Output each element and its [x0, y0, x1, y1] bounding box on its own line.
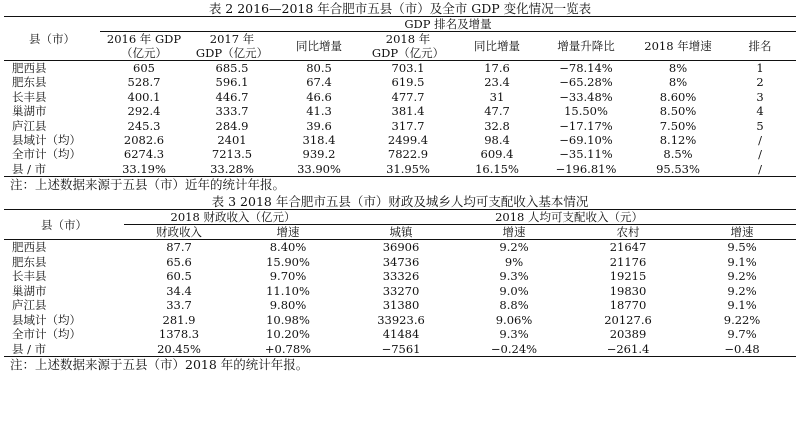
- rank: 4: [756, 104, 764, 119]
- gdp2018: 477.7: [391, 89, 425, 104]
- rank: 5: [756, 118, 764, 133]
- rural-rate: −0.48: [724, 341, 760, 356]
- urban-rate: 9.2%: [499, 240, 529, 255]
- urban-income: 31380: [382, 298, 420, 313]
- yoy2: 47.7: [484, 104, 510, 119]
- rural-income: 18770: [609, 298, 647, 313]
- county-name: 庐江县: [12, 298, 47, 313]
- growth-rate: 8.5%: [663, 147, 693, 162]
- urban-rate: 9.3%: [499, 327, 529, 342]
- county-name: 肥东县: [12, 254, 47, 269]
- fiscal-rate: 9.80%: [269, 298, 307, 313]
- col-gdp2018-unit: GDP（亿元）: [371, 46, 445, 60]
- change-ratio: −17.17%: [559, 118, 613, 133]
- fiscal-revenue: 34.4: [166, 283, 192, 298]
- rural-rate: 9.1%: [727, 298, 757, 313]
- fiscal-rate: 15.90%: [266, 254, 310, 269]
- county-name: 县域计（均）: [12, 312, 81, 327]
- table-row: [4, 147, 796, 161]
- gdp2017: 685.5: [215, 61, 249, 75]
- county-name: 县 / 市: [12, 161, 47, 176]
- yoy1: 80.5: [306, 61, 332, 75]
- gdp2018: 619.5: [391, 75, 425, 90]
- change-ratio: 15.50%: [564, 104, 608, 119]
- growth-rate: 8.50%: [659, 104, 697, 119]
- county-name: 全市计（均）: [12, 327, 81, 342]
- rank: 2: [756, 75, 764, 90]
- table3-caption: 表 3 2018 年合肥市五县（市）财政及城乡人均可支配收入基本情况: [211, 194, 589, 210]
- change-ratio: −196.81%: [555, 161, 617, 176]
- col-fiscal: 财政收入: [156, 225, 202, 240]
- col-gdp2017-unit: GDP（亿元）: [195, 46, 269, 60]
- gdp2017: 33.28%: [210, 161, 254, 176]
- yoy1: 41.3: [306, 104, 332, 119]
- table2-row-header: 县（市）: [4, 17, 100, 61]
- col-rank: 排名: [724, 32, 796, 61]
- gdp-table: [4, 16, 796, 177]
- yoy1: 67.4: [306, 75, 332, 90]
- gdp2018: 7822.9: [387, 147, 429, 162]
- table-row: [4, 133, 796, 147]
- yoy1: 939.2: [302, 147, 336, 162]
- county-name: 巢湖市: [12, 283, 47, 298]
- gdp2017: 333.7: [215, 104, 249, 119]
- gdp2017: 596.1: [215, 75, 249, 90]
- table-row: [4, 255, 796, 270]
- rank: 3: [756, 89, 764, 104]
- col-fiscal-rate: 增速: [276, 225, 300, 240]
- table2-note: 注：上述数据来源于五县（市）近年的统计年报。: [10, 177, 286, 193]
- rank: /: [758, 161, 762, 176]
- yoy2: 17.6: [484, 61, 510, 75]
- urban-income: 33270: [382, 283, 420, 298]
- growth-rate: 95.53%: [656, 161, 700, 176]
- change-ratio: −33.48%: [559, 89, 613, 104]
- col-gdp2018: 2018 年: [385, 32, 431, 46]
- urban-rate: 9%: [504, 254, 524, 269]
- county-name: 全市计（均）: [12, 147, 81, 162]
- gdp2017: 446.7: [215, 89, 249, 104]
- growth-rate: 8.60%: [659, 89, 697, 104]
- urban-income: 33923.6: [377, 312, 425, 327]
- rural-rate: 9.2%: [727, 283, 757, 298]
- rural-income: 20389: [609, 327, 647, 342]
- gdp2018: 31.95%: [386, 161, 430, 176]
- fiscal-revenue: 65.6: [166, 254, 192, 269]
- yoy1: 39.6: [306, 118, 332, 133]
- fiscal-rate: +0.78%: [264, 341, 312, 356]
- yoy2: 23.4: [484, 75, 510, 90]
- urban-income: 33326: [382, 269, 420, 284]
- urban-rate: 9.3%: [499, 269, 529, 284]
- col-urban: 城镇: [389, 225, 413, 240]
- county-name: 肥东县: [12, 75, 47, 90]
- gdp2017: 7213.5: [211, 147, 253, 162]
- gdp2016: 2082.6: [123, 133, 165, 148]
- table-row: [4, 162, 796, 177]
- group-fiscal: 2018 财政收入（亿元）: [124, 210, 342, 225]
- table-row: [4, 313, 796, 328]
- gdp2017: 2401: [217, 133, 247, 148]
- county-name: 肥西县: [12, 61, 47, 75]
- change-ratio: −78.14%: [559, 61, 613, 75]
- fiscal-revenue: 33.7: [166, 298, 192, 313]
- rural-income: 19830: [609, 283, 647, 298]
- table3-note: 注：上述数据来源于五县（市）2018 年的统计年报。: [10, 357, 309, 373]
- yoy2: 609.4: [480, 147, 514, 162]
- gdp2016: 605: [133, 61, 155, 75]
- table-row: [4, 284, 796, 299]
- col-yoy2: 同比增量: [454, 32, 540, 61]
- table-row: [4, 342, 796, 357]
- rank: /: [758, 133, 762, 148]
- rural-rate: 9.5%: [727, 240, 757, 255]
- gdp2016: 400.1: [127, 89, 161, 104]
- fiscal-revenue: 60.5: [166, 269, 192, 284]
- table-row: [4, 240, 796, 255]
- change-ratio: −35.11%: [559, 147, 613, 162]
- yoy2: 16.15%: [475, 161, 519, 176]
- yoy2: 31: [489, 89, 505, 104]
- gdp2016: 33.19%: [122, 161, 166, 176]
- col-gdp2016-unit: （亿元）: [121, 46, 167, 60]
- col-urban-rate: 增速: [502, 225, 526, 240]
- fiscal-revenue: 20.45%: [157, 341, 201, 356]
- urban-rate: 9.0%: [499, 283, 529, 298]
- gdp2016: 6274.3: [123, 147, 165, 162]
- yoy2: 32.8: [484, 118, 510, 133]
- income-table: [4, 209, 796, 357]
- fiscal-rate: 10.20%: [266, 327, 310, 342]
- col-rural-rate: 增速: [730, 225, 754, 240]
- urban-rate: 9.06%: [495, 312, 533, 327]
- county-name: 长丰县: [12, 89, 47, 104]
- fiscal-revenue: 1378.3: [158, 327, 200, 342]
- gdp2016: 245.3: [127, 118, 161, 133]
- rural-rate: 9.1%: [727, 254, 757, 269]
- table-row: [4, 298, 796, 313]
- rural-income: 20127.6: [604, 312, 652, 327]
- col-gdp2017: 2017 年: [209, 32, 255, 46]
- rural-rate: 9.7%: [727, 327, 757, 342]
- fiscal-revenue: 87.7: [166, 240, 192, 255]
- gdp2016: 292.4: [127, 104, 161, 119]
- table-row: [4, 327, 796, 342]
- growth-rate: 8%: [668, 61, 688, 75]
- col-gdp2016: 2016 年 GDP: [106, 32, 182, 46]
- urban-rate: 8.8%: [499, 298, 529, 313]
- growth-rate: 8.12%: [659, 133, 697, 148]
- gdp2017: 284.9: [215, 118, 249, 133]
- table2-caption: 表 2 2016—2018 年合肥市五县（市）及全市 GDP 变化情况一览表: [208, 1, 592, 16]
- fiscal-rate: 9.70%: [269, 269, 307, 284]
- county-name: 庐江县: [12, 118, 47, 133]
- rural-income: 21647: [609, 240, 647, 255]
- table-row: [4, 119, 796, 133]
- county-name: 肥西县: [12, 240, 47, 255]
- urban-income: 41484: [382, 327, 420, 342]
- rank: 1: [756, 61, 764, 75]
- rural-income: −261.4: [606, 341, 650, 356]
- county-name: 长丰县: [12, 269, 47, 284]
- urban-rate: −0.24%: [490, 341, 538, 356]
- growth-rate: 7.50%: [659, 118, 697, 133]
- county-name: 县域计（均）: [12, 133, 81, 148]
- urban-income: 34736: [382, 254, 420, 269]
- col-growth: 2018 年增速: [632, 32, 724, 61]
- rank: /: [758, 147, 762, 162]
- group-income: 2018 人均可支配收入（元）: [342, 210, 796, 225]
- yoy1: 33.90%: [297, 161, 341, 176]
- table-row: [4, 75, 796, 89]
- change-ratio: −65.28%: [559, 75, 613, 90]
- urban-income: −7561: [381, 341, 421, 356]
- table2-group-header: GDP 排名及增量: [100, 17, 796, 32]
- fiscal-revenue: 281.9: [162, 312, 196, 327]
- rural-rate: 9.22%: [723, 312, 761, 327]
- growth-rate: 8%: [668, 75, 688, 90]
- gdp2018: 381.4: [391, 104, 425, 119]
- change-ratio: −69.10%: [559, 133, 613, 148]
- gdp2018: 2499.4: [387, 133, 429, 148]
- fiscal-rate: 11.10%: [266, 283, 310, 298]
- col-yoy1: 同比增量: [276, 32, 362, 61]
- table3-row-header: 县（市）: [4, 210, 124, 240]
- rural-rate: 9.2%: [727, 269, 757, 284]
- yoy2: 98.4: [484, 133, 510, 148]
- table-row: [4, 90, 796, 104]
- yoy1: 46.6: [306, 89, 332, 104]
- col-change: 增量升降比: [540, 32, 632, 61]
- table-row: [4, 61, 796, 76]
- county-name: 巢湖市: [12, 104, 47, 119]
- rural-income: 21176: [609, 254, 647, 269]
- col-rural: 农村: [616, 225, 640, 240]
- rural-income: 19215: [609, 269, 647, 284]
- gdp2016: 528.7: [127, 75, 161, 90]
- county-name: 县 / 市: [12, 341, 47, 356]
- urban-income: 36906: [382, 240, 420, 255]
- table-row: [4, 269, 796, 284]
- fiscal-rate: 10.98%: [266, 312, 310, 327]
- fiscal-rate: 8.40%: [269, 240, 307, 255]
- document-page: [0, 2, 800, 444]
- yoy1: 318.4: [302, 133, 336, 148]
- table-row: [4, 104, 796, 118]
- gdp2018: 317.7: [391, 118, 425, 133]
- gdp2018: 703.1: [391, 61, 425, 75]
